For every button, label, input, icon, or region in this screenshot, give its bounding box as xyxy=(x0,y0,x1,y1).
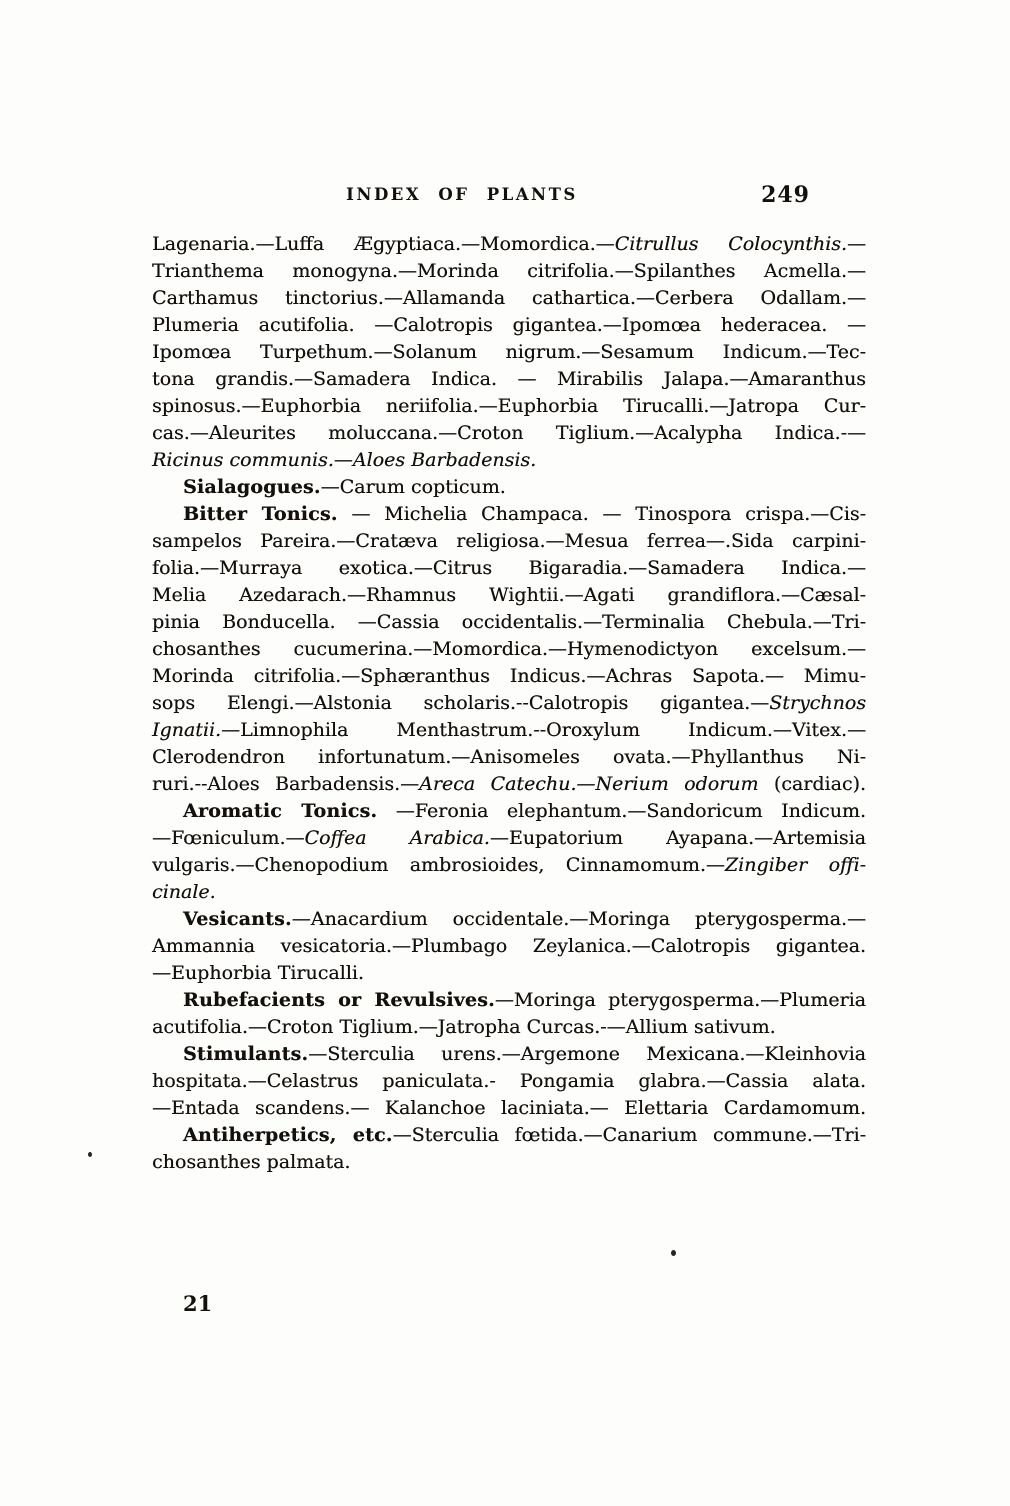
text-line: Trianthema monogyna.—Morinda citrifolia.—Spilanthes Acmella.— xyxy=(152,260,866,282)
text-line: sampelos Pareira.—Cratæva religiosa.—Mesua ferrea—.Sida carpini- xyxy=(152,530,866,552)
text-line: Stimulants.—Sterculia urens.—Argemone Mexicana.—Kleinhovia xyxy=(183,1043,866,1065)
text-line: acutifolia.—Croton Tiglium.—Jatropha Curcas.-—Allium sativum. xyxy=(152,1016,776,1038)
text-line: cas.—Aleurites moluccana.—Croton Tiglium.—Acalypha Indica.-— xyxy=(152,422,866,444)
text-line: Sialagogues.—Carum copticum. xyxy=(183,476,506,498)
ink-speck xyxy=(88,1152,92,1157)
page-body xyxy=(152,231,866,1176)
text-line: Antiherpetics, etc.—Sterculia fœtida.—Canarium commune.—Tri- xyxy=(183,1124,866,1146)
text-line: Ipomœa Turpethum.—Solanum nigrum.—Sesamum Indicum.—Tec- xyxy=(152,341,866,363)
text-line: folia.—Murraya exotica.—Citrus Bigaradia.—Samadera Indica.— xyxy=(152,557,866,579)
text-line: Clerodendron infortunatum.—Anisomeles ovata.—Phyllanthus Ni- xyxy=(152,746,866,768)
ink-speck xyxy=(671,1250,676,1256)
text-line: —Euphorbia Tirucalli. xyxy=(152,962,364,984)
text-line: —Fœniculum.—Coffea Arabica.—Eupatorium Ayapana.—Artemisia xyxy=(152,827,866,849)
text-line: Morinda citrifolia.—Sphæranthus Indicus.—Achras Sapota.— Mimu- xyxy=(152,665,866,687)
text-line: —Entada scandens.— Kalanchoe laciniata.— Elettaria Cardamomum. xyxy=(152,1097,866,1119)
text-line: Ammannia vesicatoria.—Plumbago Zeylanica.—Calotropis gigantea. xyxy=(152,935,866,957)
text-line: Vesicants.—Anacardium occidentale.—Moringa pterygosperma.— xyxy=(183,908,866,930)
text-line: Rubefacients or Revulsives.—Moringa pterygosperma.—Plumeria xyxy=(183,989,867,1011)
text-line: chosanthes palmata. xyxy=(152,1151,351,1173)
text-line: Melia Azedarach.—Rhamnus Wightii.—Agati grandiflora.—Cæsal- xyxy=(152,584,866,606)
text-line: chosanthes cucumerina.—Momordica.—Hymenodictyon excelsum.— xyxy=(152,638,866,660)
text-line: Ignatii.—Limnophila Menthastrum.--Oroxylum Indicum.—Vitex.— xyxy=(152,719,866,741)
page-title: INDEX OF PLANTS xyxy=(346,185,578,204)
text-line: Aromatic Tonics. —Feronia elephantum.—Sandoricum Indicum. xyxy=(183,800,866,822)
running-head xyxy=(152,182,866,206)
text-line: Plumeria acutifolia. —Calotropis gigantea.—Ipomœa hederacea. — xyxy=(152,314,866,336)
text-line: Lagenaria.—Luffa Ægyptiaca.—Momordica.—Citrullus Colocynthis.— xyxy=(152,233,866,255)
page-number: 249 xyxy=(761,182,810,208)
text-line: Ricinus communis.—Aloes Barbadensis. xyxy=(152,449,537,471)
text-line: Bitter Tonics. — Michelia Champaca. — Tinospora crispa.—Cis- xyxy=(183,503,867,525)
text-line: vulgaris.—Chenopodium ambrosioides, Cinnamomum.—Zingiber offi- xyxy=(152,854,866,876)
text-line: pinia Bonducella. —Cassia occidentalis.—Terminalia Chebula.—Tri- xyxy=(152,611,866,633)
text-line: tona grandis.—Samadera Indica. — Mirabilis Jalapa.—Amaranthus xyxy=(152,368,866,390)
signature-mark: 21 xyxy=(183,1291,213,1316)
text-line: ruri.--Aloes Barbadensis.—Areca Catechu.—Nerium odorum (cardiac). xyxy=(152,773,866,795)
text-line: Carthamus tinctorius.—Allamanda cathartica.—Cerbera Odallam.— xyxy=(152,287,866,309)
text-line: cinale. xyxy=(152,881,216,903)
text-line: sops Elengi.—Alstonia scholaris.--Calotropis gigantea.—Strychnos xyxy=(152,692,866,714)
text-line: hospitata.—Celastrus paniculata.- Pongamia glabra.—Cassia alata. xyxy=(152,1070,866,1092)
text-line: spinosus.—Euphorbia neriifolia.—Euphorbia Tirucalli.—Jatropa Cur- xyxy=(152,395,866,417)
